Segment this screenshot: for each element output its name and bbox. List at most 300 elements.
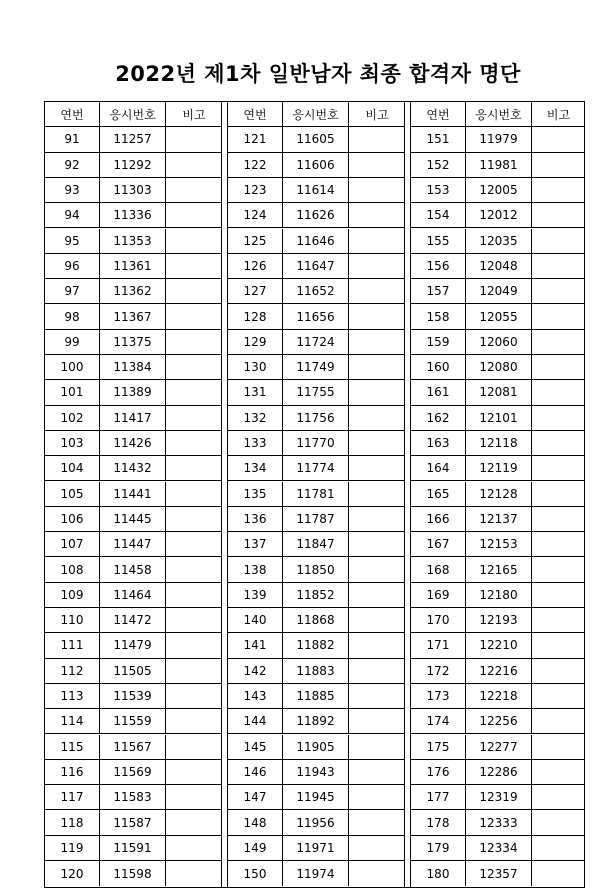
seq-cell: 172 <box>411 659 466 683</box>
table-row <box>411 810 585 835</box>
table-row <box>45 482 222 507</box>
seq-cell: 180 <box>411 861 466 886</box>
seq-cell: 178 <box>411 810 466 834</box>
note-cell <box>532 355 585 379</box>
seq-cell: 136 <box>228 507 283 531</box>
table-row <box>411 659 585 684</box>
note-cell <box>166 229 222 253</box>
seq-cell: 135 <box>228 482 283 506</box>
exam-no-cell: 11652 <box>283 279 349 303</box>
note-cell <box>532 810 585 834</box>
note-cell <box>532 456 585 480</box>
seq-cell: 113 <box>45 684 100 708</box>
header-exam-no: 응시번호 <box>283 102 349 126</box>
note-cell <box>532 633 585 657</box>
note-cell <box>349 203 405 227</box>
header-note: 비고 <box>546 107 571 122</box>
note-cell <box>349 659 405 683</box>
note-cell <box>349 709 405 733</box>
seq-cell: 159 <box>411 330 466 354</box>
exam-no-cell: 12357 <box>466 861 532 886</box>
note-cell <box>166 861 222 886</box>
note-cell <box>349 482 405 506</box>
note-cell <box>166 557 222 581</box>
table-row <box>411 456 585 481</box>
exam-no-cell: 11384 <box>100 355 166 379</box>
table-row <box>45 153 222 178</box>
seq-cell: 169 <box>411 583 466 607</box>
exam-no-cell: 11479 <box>100 633 166 657</box>
table-row <box>411 406 585 431</box>
seq-cell: 92 <box>45 153 100 177</box>
table-row <box>45 431 222 456</box>
note-cell <box>532 229 585 253</box>
exam-no-cell: 11569 <box>100 760 166 784</box>
exam-no-cell: 11336 <box>100 203 166 227</box>
exam-no-cell: 11883 <box>283 659 349 683</box>
table-row <box>228 684 405 709</box>
exam-no-cell: 11559 <box>100 709 166 733</box>
exam-no-cell: 11587 <box>100 810 166 834</box>
table-row <box>45 127 222 152</box>
seq-cell: 118 <box>45 810 100 834</box>
seq-cell: 96 <box>45 254 100 278</box>
seq-cell: 132 <box>228 406 283 430</box>
exam-no-cell: 12256 <box>466 709 532 733</box>
column-divider <box>410 102 411 887</box>
table-row <box>411 507 585 532</box>
seq-cell: 157 <box>411 279 466 303</box>
note-cell <box>349 735 405 759</box>
table-row <box>411 178 585 203</box>
table-row <box>411 684 585 709</box>
table-row <box>45 406 222 431</box>
seq-cell: 121 <box>228 127 283 151</box>
note-cell <box>349 153 405 177</box>
table-row <box>45 203 222 228</box>
header-exam-no: 응시번호 <box>100 102 166 126</box>
note-cell <box>349 507 405 531</box>
exam-no-cell: 11447 <box>100 532 166 556</box>
exam-no-cell: 11905 <box>283 735 349 759</box>
table-row <box>228 330 405 355</box>
exam-no-cell: 11852 <box>283 583 349 607</box>
seq-cell: 99 <box>45 330 100 354</box>
table-row <box>45 355 222 380</box>
table-row <box>228 633 405 658</box>
seq-cell: 166 <box>411 507 466 531</box>
exam-no-cell: 11417 <box>100 406 166 430</box>
note-cell <box>532 684 585 708</box>
table-row <box>411 380 585 405</box>
exam-no-cell: 12319 <box>466 785 532 809</box>
exam-no-cell: 11956 <box>283 810 349 834</box>
seq-cell: 130 <box>228 355 283 379</box>
seq-cell: 110 <box>45 608 100 632</box>
seq-cell: 164 <box>411 456 466 480</box>
note-cell <box>532 279 585 303</box>
seq-cell: 158 <box>411 304 466 328</box>
table-row <box>45 709 222 734</box>
note-cell <box>349 583 405 607</box>
exam-no-cell: 12193 <box>466 608 532 632</box>
header-seq: 연번 <box>411 102 466 126</box>
table-row <box>411 355 585 380</box>
note-cell <box>532 254 585 278</box>
exam-no-cell: 11614 <box>283 178 349 202</box>
note-cell <box>349 532 405 556</box>
exam-no-cell: 11432 <box>100 456 166 480</box>
note-cell <box>166 153 222 177</box>
table-row <box>45 608 222 633</box>
exam-no-cell: 11981 <box>466 153 532 177</box>
table-row <box>228 178 405 203</box>
note-cell <box>349 633 405 657</box>
seq-cell: 168 <box>411 557 466 581</box>
seq-cell: 165 <box>411 482 466 506</box>
exam-no-cell: 12180 <box>466 583 532 607</box>
seq-cell: 106 <box>45 507 100 531</box>
header-exam-no: 응시번호 <box>466 102 532 126</box>
note-cell <box>532 507 585 531</box>
seq-cell: 175 <box>411 735 466 759</box>
seq-cell: 140 <box>228 608 283 632</box>
note-cell <box>349 608 405 632</box>
table-row <box>228 735 405 760</box>
note-cell <box>349 861 405 886</box>
table-row <box>45 304 222 329</box>
seq-cell: 139 <box>228 583 283 607</box>
header-note: 비고 <box>182 107 206 122</box>
seq-cell: 171 <box>411 633 466 657</box>
seq-cell: 114 <box>45 709 100 733</box>
note-cell <box>532 330 585 354</box>
table-row <box>228 709 405 734</box>
seq-cell: 167 <box>411 532 466 556</box>
table-row <box>228 861 405 886</box>
exam-no-cell: 12286 <box>466 760 532 784</box>
seq-cell: 108 <box>45 557 100 581</box>
seq-cell: 120 <box>45 861 100 886</box>
exam-no-cell: 11257 <box>100 127 166 151</box>
exam-no-cell: 11505 <box>100 659 166 683</box>
note-cell <box>166 355 222 379</box>
note-cell <box>349 229 405 253</box>
note-cell <box>166 279 222 303</box>
note-cell <box>166 684 222 708</box>
table-row <box>228 810 405 835</box>
table-row <box>411 431 585 456</box>
seq-cell: 93 <box>45 178 100 202</box>
seq-cell: 100 <box>45 355 100 379</box>
exam-no-cell: 11353 <box>100 229 166 253</box>
header-note: 비고 <box>365 107 389 122</box>
table-row <box>45 735 222 760</box>
exam-no-cell: 11472 <box>100 608 166 632</box>
note-cell <box>166 583 222 607</box>
note-cell <box>532 709 585 733</box>
note-cell <box>349 836 405 860</box>
exam-no-cell: 12277 <box>466 735 532 759</box>
seq-cell: 174 <box>411 709 466 733</box>
note-cell <box>349 178 405 202</box>
exam-no-cell: 12101 <box>466 406 532 430</box>
table-row <box>45 178 222 203</box>
table-row <box>411 557 585 582</box>
note-cell <box>166 127 222 151</box>
table-row <box>45 557 222 582</box>
note-cell <box>349 127 405 151</box>
note-cell <box>349 557 405 581</box>
note-cell <box>532 557 585 581</box>
table-row <box>411 330 585 355</box>
exam-no-cell: 12334 <box>466 836 532 860</box>
exam-no-cell: 12005 <box>466 178 532 202</box>
header-seq: 연번 <box>45 102 100 126</box>
exam-no-cell: 12137 <box>466 507 532 531</box>
table-row <box>411 279 585 304</box>
table-row <box>45 760 222 785</box>
table-row <box>411 153 585 178</box>
seq-cell: 126 <box>228 254 283 278</box>
table-row <box>45 380 222 405</box>
header-row <box>411 102 585 127</box>
table-row <box>411 482 585 507</box>
seq-cell: 153 <box>411 178 466 202</box>
note-cell <box>166 608 222 632</box>
table-row <box>228 836 405 861</box>
note-cell <box>349 330 405 354</box>
results-table <box>44 101 585 888</box>
note-cell <box>532 532 585 556</box>
note-cell <box>349 456 405 480</box>
seq-cell: 177 <box>411 785 466 809</box>
seq-cell: 124 <box>228 203 283 227</box>
seq-cell: 170 <box>411 608 466 632</box>
seq-cell: 119 <box>45 836 100 860</box>
exam-no-cell: 11583 <box>100 785 166 809</box>
note-cell <box>532 583 585 607</box>
table-row <box>228 507 405 532</box>
seq-cell: 127 <box>228 279 283 303</box>
exam-no-cell: 11847 <box>283 532 349 556</box>
seq-cell: 151 <box>411 127 466 151</box>
seq-cell: 104 <box>45 456 100 480</box>
seq-cell: 173 <box>411 684 466 708</box>
exam-no-cell: 12153 <box>466 532 532 556</box>
table-row <box>411 861 585 886</box>
seq-cell: 117 <box>45 785 100 809</box>
seq-cell: 145 <box>228 735 283 759</box>
exam-no-cell: 11539 <box>100 684 166 708</box>
table-row <box>228 583 405 608</box>
table-row <box>411 127 585 152</box>
table-row <box>45 507 222 532</box>
table-row <box>228 229 405 254</box>
seq-cell: 146 <box>228 760 283 784</box>
column-divider <box>404 102 405 887</box>
table-row <box>45 684 222 709</box>
table-row <box>411 760 585 785</box>
seq-cell: 138 <box>228 557 283 581</box>
table-row <box>45 532 222 557</box>
table-row <box>45 836 222 861</box>
note-cell <box>166 456 222 480</box>
seq-cell: 141 <box>228 633 283 657</box>
note-cell <box>166 633 222 657</box>
table-row <box>45 254 222 279</box>
table-row <box>45 633 222 658</box>
table-row <box>45 456 222 481</box>
table-row <box>45 861 222 886</box>
table-row <box>411 583 585 608</box>
page-title: 2022년 제1차 일반남자 최종 합격자 명단 <box>115 62 521 86</box>
exam-no-cell: 11868 <box>283 608 349 632</box>
note-cell <box>532 153 585 177</box>
table-row <box>45 810 222 835</box>
note-cell <box>532 482 585 506</box>
seq-cell: 152 <box>411 153 466 177</box>
note-cell <box>349 304 405 328</box>
note-cell <box>349 785 405 809</box>
table-row <box>411 709 585 734</box>
header-seq: 연번 <box>228 102 283 126</box>
seq-cell: 97 <box>45 279 100 303</box>
note-cell <box>166 380 222 404</box>
note-cell <box>349 406 405 430</box>
exam-no-cell: 12165 <box>466 557 532 581</box>
note-cell <box>532 406 585 430</box>
exam-no-cell: 11979 <box>466 127 532 151</box>
table-row <box>228 456 405 481</box>
note-cell <box>166 254 222 278</box>
exam-no-cell: 11367 <box>100 304 166 328</box>
table-row <box>228 532 405 557</box>
note-cell <box>349 760 405 784</box>
exam-no-cell: 11606 <box>283 153 349 177</box>
note-cell <box>532 178 585 202</box>
table-row <box>45 229 222 254</box>
seq-cell: 115 <box>45 735 100 759</box>
exam-no-cell: 11626 <box>283 203 349 227</box>
column-divider <box>221 102 222 887</box>
seq-cell: 107 <box>45 532 100 556</box>
exam-no-cell: 11426 <box>100 431 166 455</box>
seq-cell: 91 <box>45 127 100 151</box>
table-row <box>228 254 405 279</box>
note-cell <box>532 785 585 809</box>
seq-cell: 148 <box>228 810 283 834</box>
note-cell <box>166 178 222 202</box>
note-cell <box>166 431 222 455</box>
table-row <box>411 735 585 760</box>
exam-no-cell: 12049 <box>466 279 532 303</box>
exam-no-cell: 12333 <box>466 810 532 834</box>
exam-no-cell: 11598 <box>100 861 166 886</box>
seq-cell: 161 <box>411 380 466 404</box>
note-cell <box>166 810 222 834</box>
seq-cell: 129 <box>228 330 283 354</box>
exam-no-cell: 12128 <box>466 482 532 506</box>
exam-no-cell: 11971 <box>283 836 349 860</box>
exam-no-cell: 12048 <box>466 254 532 278</box>
note-cell <box>532 735 585 759</box>
table-row <box>228 760 405 785</box>
note-cell <box>532 760 585 784</box>
note-cell <box>166 532 222 556</box>
seq-cell: 160 <box>411 355 466 379</box>
exam-no-cell: 11361 <box>100 254 166 278</box>
note-cell <box>166 659 222 683</box>
note-cell <box>166 507 222 531</box>
table-row <box>411 633 585 658</box>
note-cell <box>166 406 222 430</box>
seq-cell: 150 <box>228 861 283 886</box>
note-cell <box>166 203 222 227</box>
note-cell <box>532 203 585 227</box>
note-cell <box>166 735 222 759</box>
note-cell <box>532 127 585 151</box>
seq-cell: 94 <box>45 203 100 227</box>
exam-no-cell: 11945 <box>283 785 349 809</box>
exam-no-cell: 11656 <box>283 304 349 328</box>
table-row <box>228 431 405 456</box>
table-row <box>228 785 405 810</box>
note-cell <box>166 836 222 860</box>
seq-cell: 128 <box>228 304 283 328</box>
exam-no-cell: 11458 <box>100 557 166 581</box>
table-row <box>45 330 222 355</box>
exam-no-cell: 11647 <box>283 254 349 278</box>
exam-no-cell: 12035 <box>466 229 532 253</box>
seq-cell: 103 <box>45 431 100 455</box>
note-cell <box>166 709 222 733</box>
table-row <box>411 785 585 810</box>
exam-no-cell: 11303 <box>100 178 166 202</box>
table-row <box>228 127 405 152</box>
header-row <box>228 102 405 127</box>
note-cell <box>349 431 405 455</box>
table-block-3 <box>411 102 585 887</box>
seq-cell: 116 <box>45 760 100 784</box>
table-row <box>411 836 585 861</box>
exam-no-cell: 11756 <box>283 406 349 430</box>
note-cell <box>349 380 405 404</box>
table-row <box>45 659 222 684</box>
seq-cell: 102 <box>45 406 100 430</box>
exam-no-cell: 12210 <box>466 633 532 657</box>
seq-cell: 122 <box>228 153 283 177</box>
exam-no-cell: 11362 <box>100 279 166 303</box>
seq-cell: 125 <box>228 229 283 253</box>
seq-cell: 95 <box>45 229 100 253</box>
seq-cell: 131 <box>228 380 283 404</box>
note-cell <box>532 431 585 455</box>
exam-no-cell: 12216 <box>466 659 532 683</box>
header-row <box>45 102 222 127</box>
note-cell <box>532 380 585 404</box>
table-row <box>411 203 585 228</box>
exam-no-cell: 11787 <box>283 507 349 531</box>
seq-cell: 137 <box>228 532 283 556</box>
exam-no-cell: 11567 <box>100 735 166 759</box>
table-row <box>45 279 222 304</box>
seq-cell: 154 <box>411 203 466 227</box>
exam-no-cell: 11389 <box>100 380 166 404</box>
seq-cell: 111 <box>45 633 100 657</box>
seq-cell: 144 <box>228 709 283 733</box>
table-row <box>411 254 585 279</box>
